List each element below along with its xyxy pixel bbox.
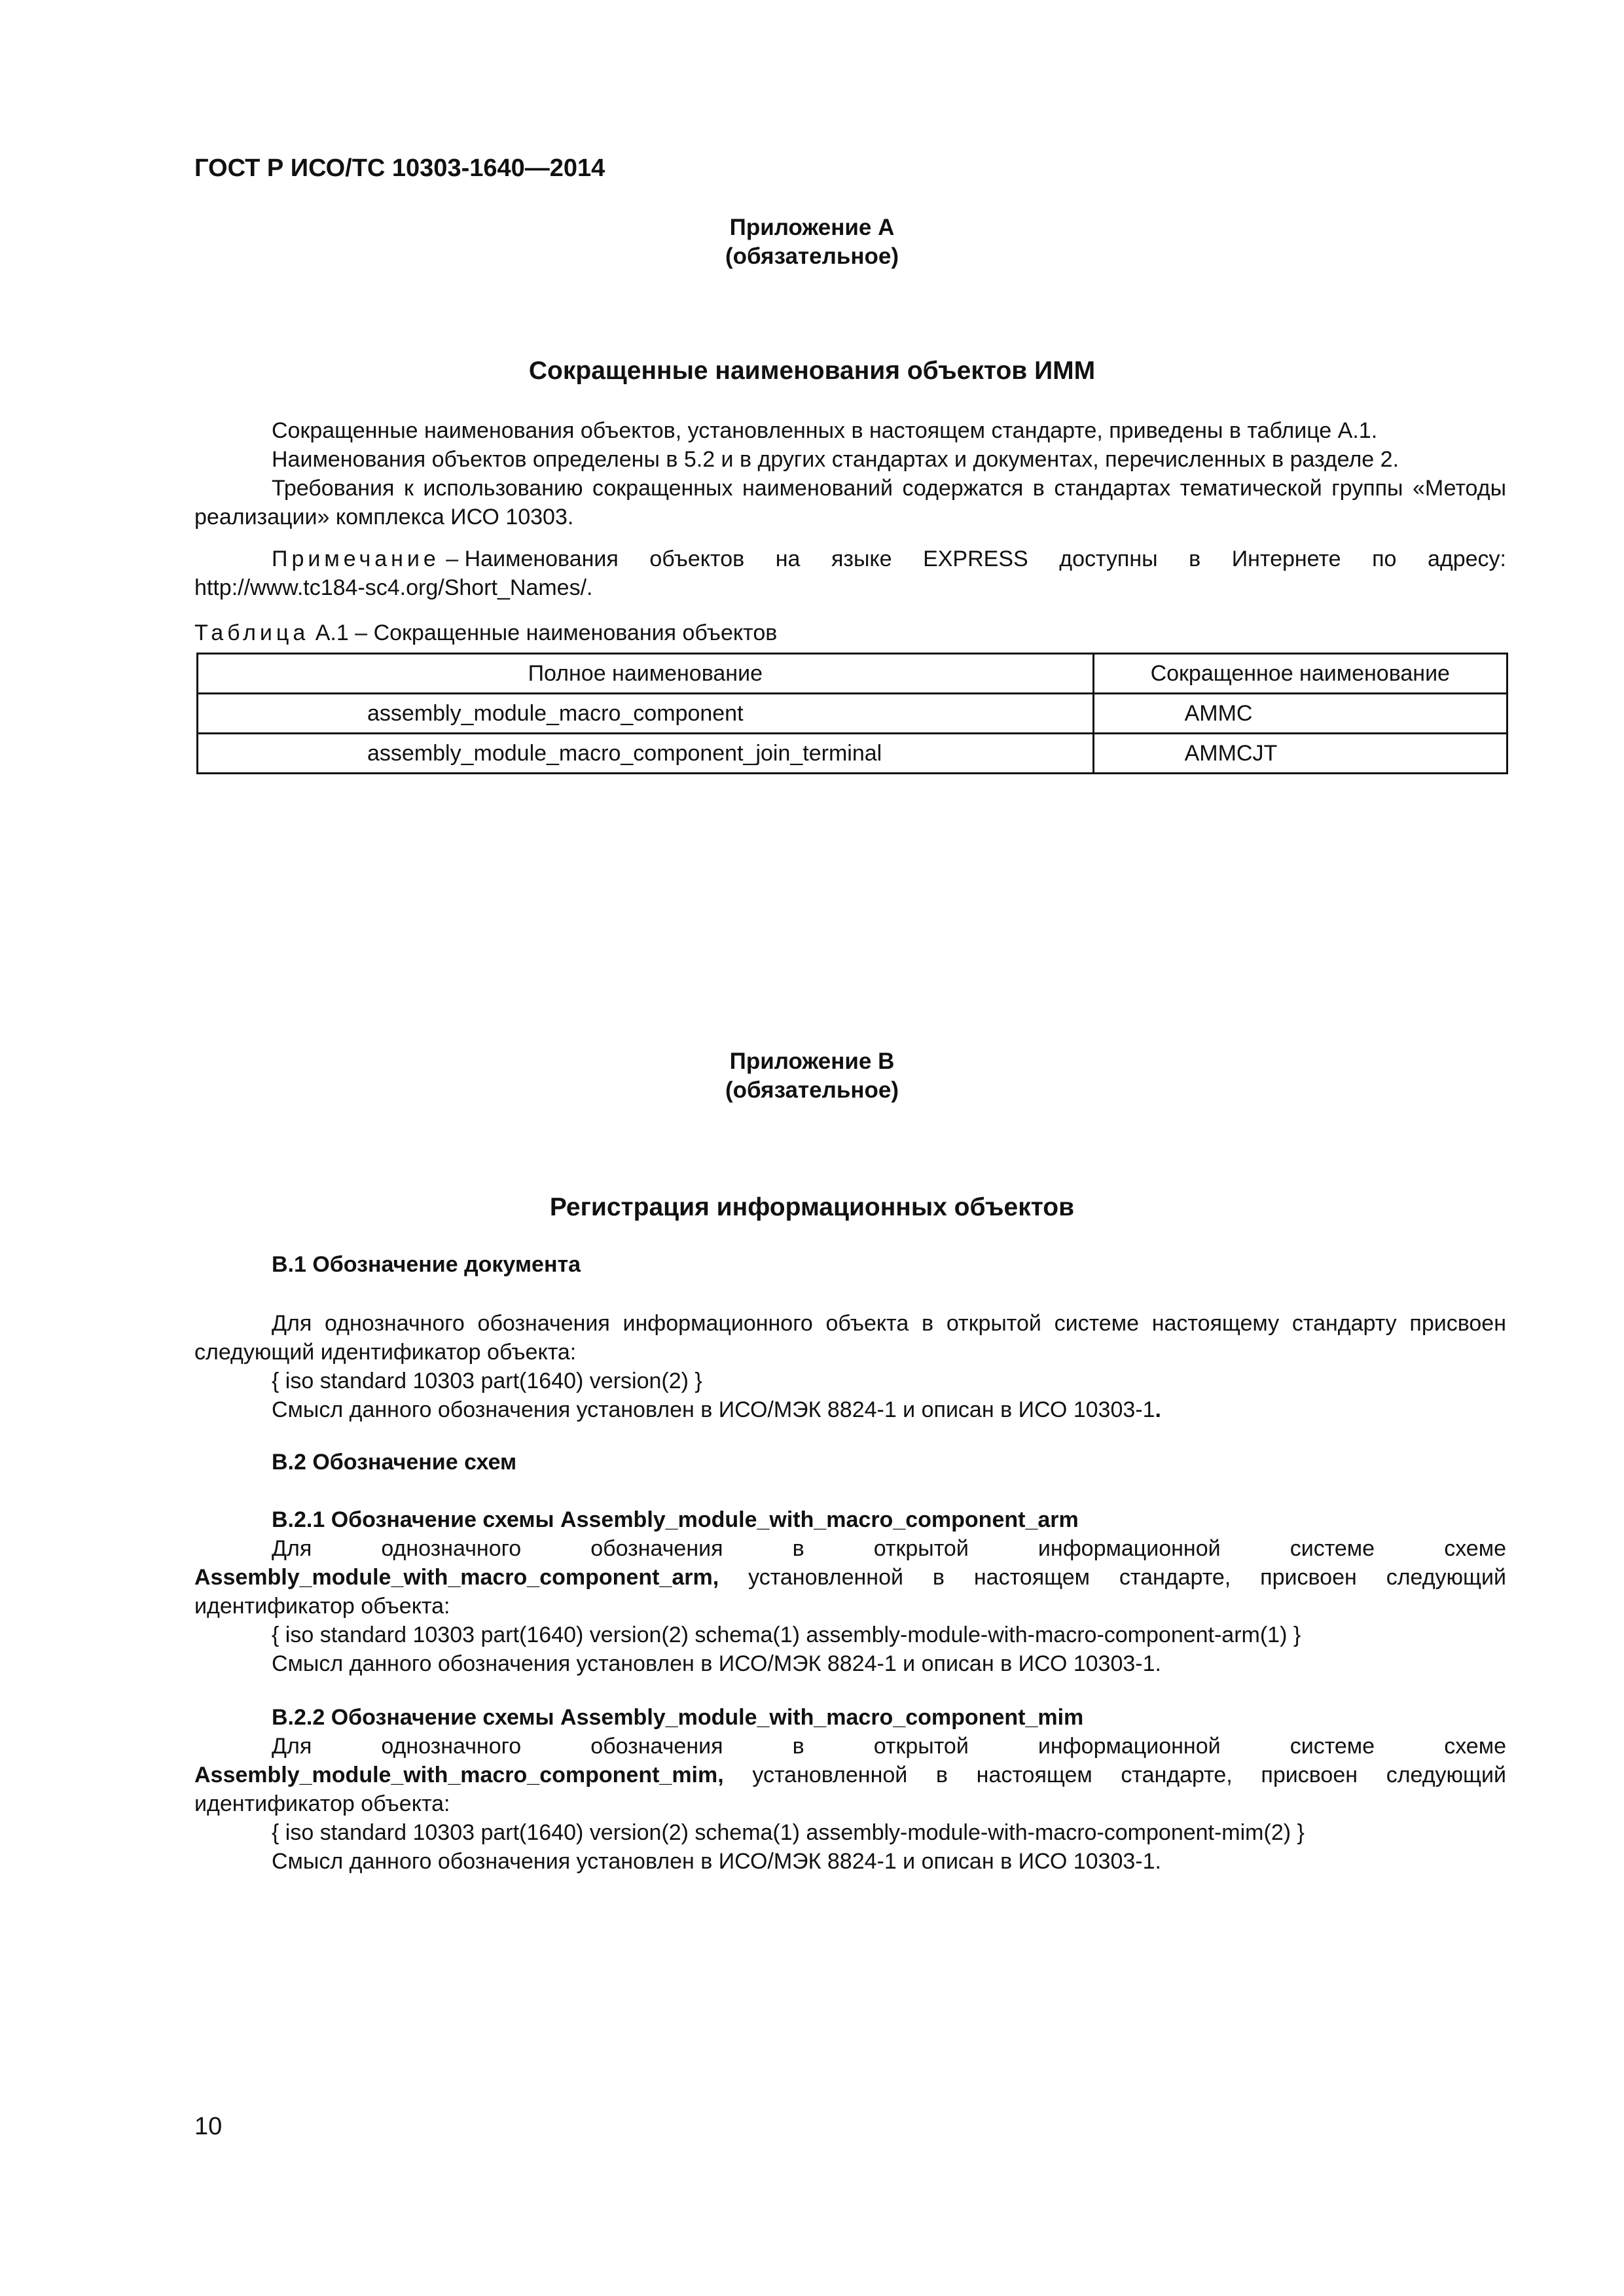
table-row bbox=[198, 694, 1507, 734]
note-url-link[interactable]: http://www.tc184-sc4.org/Short_Names/. bbox=[194, 575, 593, 600]
section-b22-lead-line bbox=[194, 1732, 1506, 1761]
page-number: 10 bbox=[194, 2113, 223, 2140]
section-b1-meaning-end: . bbox=[1155, 1397, 1161, 1422]
lead-word: схеме bbox=[1444, 1734, 1506, 1759]
note-dash: – bbox=[439, 547, 465, 571]
section-b21-identifier: { iso standard 10303 part(1640) version(2) schema(1) assembly-module-with-macro-component-arm(1) } bbox=[272, 1623, 1301, 1647]
note-word: Наименования bbox=[464, 547, 619, 571]
note-word: адресу: bbox=[1427, 547, 1506, 571]
section-b22-identifier: { iso standard 10303 part(1640) version(2) schema(1) assembly-module-with-macro-component-mim(2) } bbox=[272, 1820, 1305, 1845]
section-b21-schema-name: Assembly_module_with_macro_component_arm, bbox=[194, 1565, 719, 1590]
appendix-b-label: Приложение В bbox=[729, 1049, 895, 1074]
table-caption bbox=[194, 619, 777, 647]
note-word: доступны bbox=[1059, 547, 1158, 571]
table-cell-short-name: AMMCJT bbox=[1093, 734, 1507, 774]
note-word: по bbox=[1372, 547, 1397, 571]
note-word: в bbox=[1189, 547, 1201, 571]
section-b21-paragraph-rest: установленной в настоящем стандарте, присвоен следующий идентификатор объекта: bbox=[194, 1565, 1506, 1619]
section-b22-heading: В.2.2 Обозначение схемы Assembly_module_with_macro_component_mim bbox=[272, 1705, 1084, 1730]
lead-word: обозначения bbox=[590, 1734, 723, 1759]
section-b22-meaning: Смысл данного обозначения установлен в ИСО/МЭК 8824-1 и описан в ИСО 10303-1. bbox=[272, 1849, 1161, 1874]
table-caption-text: А.1 – Сокращенные наименования объектов bbox=[309, 620, 778, 645]
lead-word: схеме bbox=[1444, 1536, 1506, 1561]
note-label: Примечание bbox=[272, 547, 440, 571]
lead-word: в bbox=[792, 1536, 804, 1561]
lead-word: системе bbox=[1290, 1536, 1375, 1561]
note-word: языке bbox=[831, 547, 892, 571]
table-row bbox=[198, 734, 1507, 774]
section-b1-meaning bbox=[272, 1395, 1161, 1424]
table-cell-short-name: AMMC bbox=[1093, 694, 1507, 734]
appendix-b-status: (обязательное) bbox=[725, 1077, 899, 1103]
note-line bbox=[194, 545, 1506, 573]
table-header-short-name: Сокращенное наименование bbox=[1093, 654, 1507, 694]
lead-word: однозначного bbox=[381, 1536, 522, 1561]
note-lead bbox=[194, 545, 619, 573]
note-word: Интернете bbox=[1231, 547, 1341, 571]
document-code: ГОСТ Р ИСО/ТС 10303-1640—2014 bbox=[194, 154, 605, 182]
lead-word: открытой bbox=[873, 1734, 969, 1759]
section-b1-heading: В.1 Обозначение документа bbox=[272, 1252, 581, 1277]
table-header-row bbox=[198, 654, 1507, 694]
note-word: EXPRESS bbox=[923, 547, 1028, 571]
lead-word: однозначного bbox=[381, 1734, 522, 1759]
appendix-a-paragraph-2: Наименования объектов определены в 5.2 и в других стандартах и документах, перечисленных в разделе 2. bbox=[272, 447, 1399, 472]
section-b1-identifier: { iso standard 10303 part(1640) version(2) } bbox=[272, 1369, 702, 1393]
lead-word: информационной bbox=[1038, 1536, 1221, 1561]
table-header-full-name: Полное наименование bbox=[198, 654, 1094, 694]
appendix-b-title: Регистрация информационных объектов bbox=[549, 1193, 1075, 1221]
section-b21-paragraph bbox=[194, 1563, 1506, 1621]
note-word: объектов bbox=[649, 547, 745, 571]
appendix-a-label: Приложение А bbox=[729, 215, 895, 240]
section-b22-paragraph-rest: установленной в настоящем стандарте, присвоен следующий идентификатор объекта: bbox=[194, 1763, 1506, 1816]
table-cell-full-name: assembly_module_macro_component bbox=[198, 694, 1094, 734]
section-b21-meaning: Смысл данного обозначения установлен в ИСО/МЭК 8824-1 и описан в ИСО 10303-1. bbox=[272, 1651, 1161, 1676]
section-b2-heading: В.2 Обозначение схем bbox=[272, 1450, 517, 1475]
appendix-a-status: (обязательное) bbox=[725, 243, 899, 269]
appendix-a-title: Сокращенные наименования объектов ИММ bbox=[528, 357, 1096, 385]
lead-word: Для bbox=[272, 1734, 312, 1759]
section-b21-heading: В.2.1 Обозначение схемы Assembly_module_with_macro_component_arm bbox=[272, 1507, 1079, 1532]
section-b22-schema-name: Assembly_module_with_macro_component_mim, bbox=[194, 1763, 724, 1787]
lead-word: Для bbox=[272, 1536, 312, 1561]
section-b1-meaning-text: Смысл данного обозначения установлен в ИСО/МЭК 8824-1 и описан в ИСО 10303-1 bbox=[272, 1397, 1155, 1422]
lead-word: информационной bbox=[1038, 1734, 1221, 1759]
appendix-a-paragraph-1: Сокращенные наименования объектов, установленных в настоящем стандарте, приведены в таблице А.1. bbox=[272, 418, 1378, 443]
lead-word: открытой bbox=[873, 1536, 969, 1561]
table-cell-full-name: assembly_module_macro_component_join_terminal bbox=[198, 734, 1094, 774]
section-b22-paragraph bbox=[194, 1761, 1506, 1818]
lead-word: системе bbox=[1290, 1734, 1375, 1759]
note-word: на bbox=[775, 547, 801, 571]
section-b1-paragraph: Для однозначного обозначения информационного объекта в открытой системе настоящему стандарту присвоен следующий идентификатор объекта: bbox=[194, 1311, 1506, 1365]
lead-word: обозначения bbox=[590, 1536, 723, 1561]
table-caption-label: Таблица bbox=[194, 620, 310, 645]
abbreviations-table bbox=[196, 653, 1508, 774]
lead-word: в bbox=[792, 1734, 804, 1759]
appendix-a-paragraph-3: Требования к использованию сокращенных наименований содержатся в стандартах тематической группы «Методы реализации» комплекса ИСО 10303. bbox=[194, 476, 1506, 529]
section-b21-lead-line bbox=[194, 1534, 1506, 1563]
